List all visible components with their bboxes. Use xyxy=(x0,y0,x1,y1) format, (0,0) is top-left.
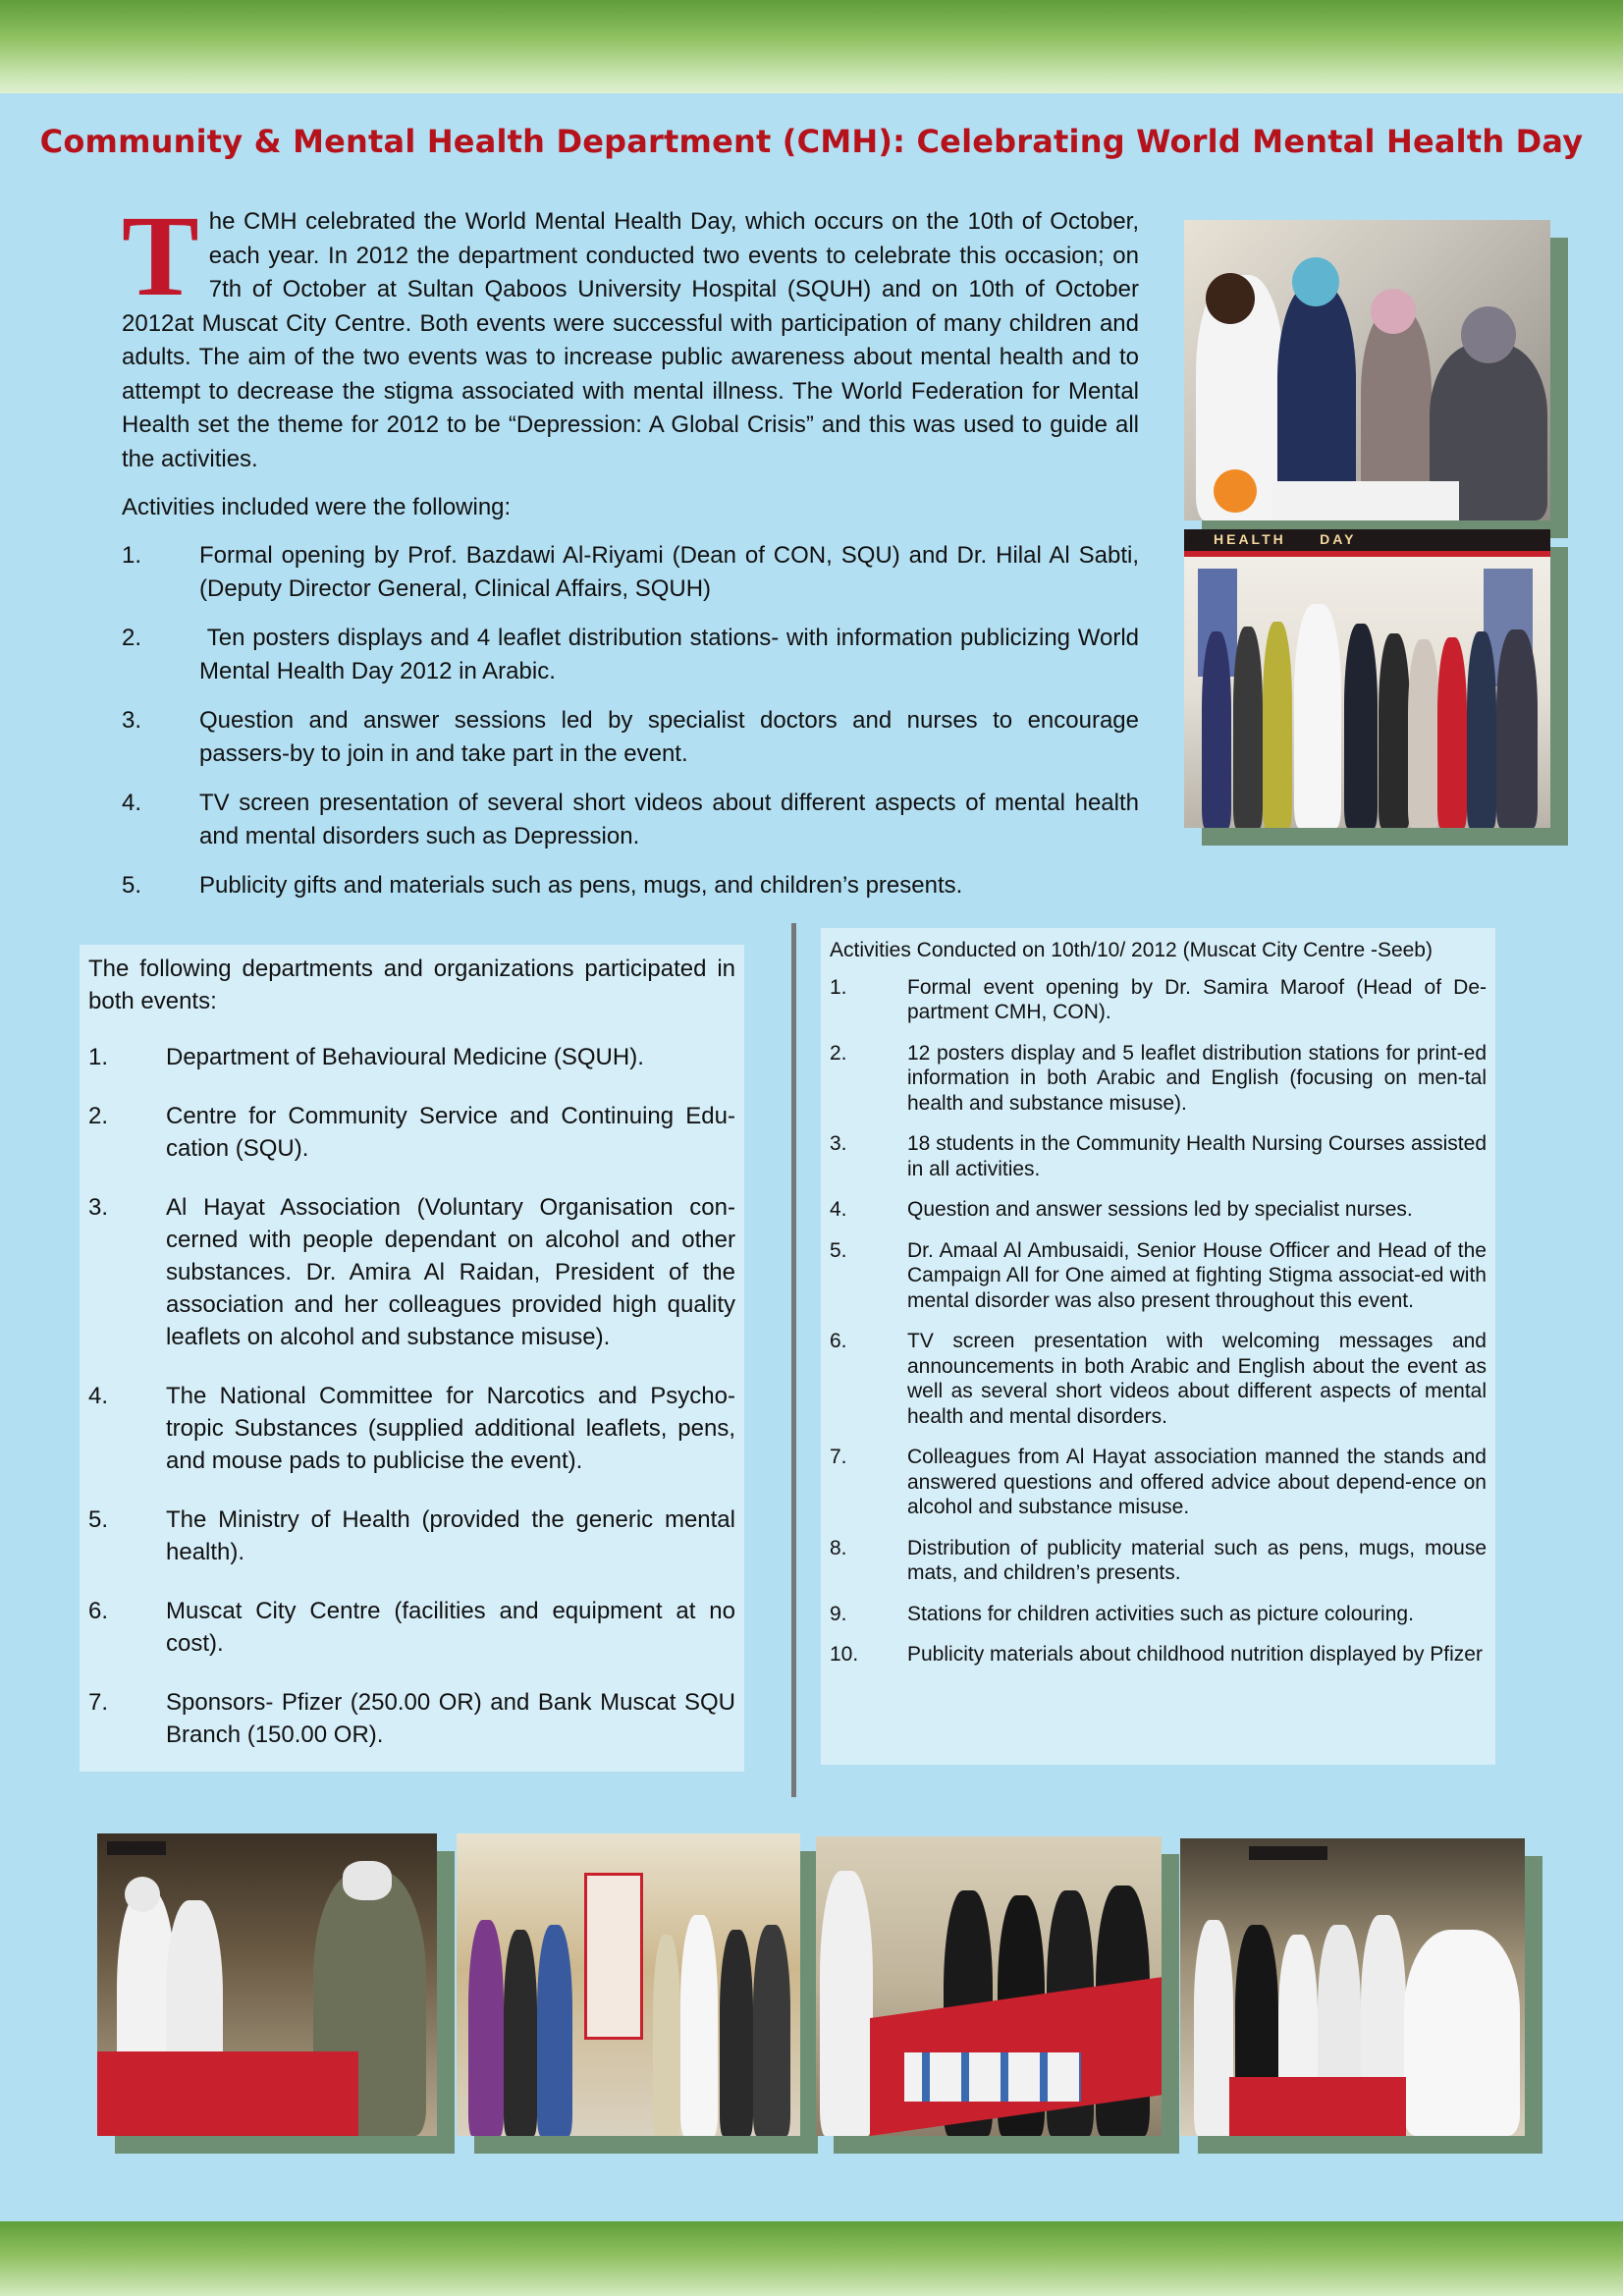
photo-students-group xyxy=(1180,1838,1525,2136)
list-item: 6. TV screen presentation with welcoming messages and announcements in both Arabic and English about the event as well as several short videos about different aspects of mental health and mental disorders. xyxy=(830,1330,1487,1428)
column-divider xyxy=(791,923,796,1797)
drop-cap: T xyxy=(122,191,199,320)
list-item: 5. Dr. Amaal Al Ambusaidi, Senior House Officer and Head of the Campaign All for One aimed at fighting Stigma associat-ed with mental disorder was also present throughout this event. xyxy=(830,1238,1487,1312)
city-centre-box xyxy=(821,928,1495,1765)
photo-squh-greeting xyxy=(1184,220,1550,520)
list-item: 5. The Ministry of Health (provided the generic mental health). xyxy=(88,1506,735,1565)
list-item: 4. The National Committee for Narcotics and Psycho-tropic Substances (supplied additional leaflets, pens, and mouse pads to publicise the event). xyxy=(88,1383,735,1474)
list-item: 3. 18 students in the Community Health Nursing Courses assisted in all activities. xyxy=(830,1132,1487,1180)
list-item: 8. Distribution of publicity material such as pens, mugs, mouse mats, and children’s presents. xyxy=(830,1536,1487,1584)
list-item: 1. Department of Behavioural Medicine (SQUH). xyxy=(88,1044,644,1070)
city-centre-lead: Activities Conducted on 10th/10/ 2012 (Muscat City Centre -Seeb) xyxy=(830,939,1433,961)
list-item: 4. TV screen presentation of several short videos about different aspects of mental health and mental disorders such as Depression. xyxy=(122,790,1139,849)
city-centre-list xyxy=(830,975,1487,1667)
bottom-green-band xyxy=(0,2221,1623,2296)
intro-paragraph xyxy=(122,191,1139,476)
activities-lead: Activities included were the following: xyxy=(122,494,512,520)
photo-leaflet-table xyxy=(816,1836,1162,2136)
photo-city-centre-group xyxy=(457,1833,800,2136)
activities-list xyxy=(122,539,1146,918)
list-item: 4. Question and answer sessions led by specialist nurses. xyxy=(830,1198,1413,1221)
participants-box xyxy=(80,945,744,1772)
list-item: 2. Ten posters displays and 4 leaflet distribution stations- with information publicizing World Mental Health Day 2012 in Arabic. xyxy=(122,625,1146,684)
list-item: 3. Question and answer sessions led by specialist doctors and nurses to encourage passers-by to join in and take part in the event. xyxy=(122,707,1139,767)
list-item: 1. Formal opening by Prof. Bazdawi Al-Riyami (Dean of CON, SQU) and Dr. Hilal Al Sabti, (Deputy Director General, Clinical Affairs, SQUH) xyxy=(122,542,1139,602)
top-green-band xyxy=(0,0,1623,93)
list-item: 3. Al Hayat Association (Voluntary Organisation con-cerned with people dependant on alcohol and other substances. Dr. Amira Al Raidan, President of the association and her colleagues provided high quality leaflets on alcohol and substance misuse). xyxy=(88,1194,735,1350)
health-day-banner: HEALTH DAY xyxy=(1184,529,1550,551)
list-item: 2. Centre for Community Service and Continuing Edu-cation (SQU). xyxy=(88,1103,735,1162)
list-item: 7. Colleagues from Al Hayat association manned the stands and answered questions and offered advice about depend-ence on alcohol and substance misuse. xyxy=(830,1446,1487,1518)
list-item: 10. Publicity materials about childhood nutrition displayed by Pfizer xyxy=(830,1643,1483,1666)
list-item: 2. 12 posters display and 5 leaflet distribution stations for print-ed information in both Arabic and English (focusing on men-tal health and substance misuse). xyxy=(830,1041,1487,1115)
list-item: 1. Formal event opening by Dr. Samira Maroof (Head of De-partment CMH, CON). xyxy=(830,975,1487,1023)
photo-squh-group xyxy=(1184,529,1550,828)
intro-text: he CMH celebrated the World Mental Health Day, which occurs on the 10th of October, each year. In 2012 the department conducted two events to celebrate this occasion; on 7th of October at Sultan Qaboos University Hospital (SQUH) and on 10th of October 2012at Muscat City Centre. Both events were successful with participation of many children and adults. The aim of the two events was to increase public awareness about mental health and to attempt to decrease the stigma associated with mental illness. The World Federation for Mental Health set the theme for 2012 to be “Depression: A Global Crisis” and this was used to guide all the activities. xyxy=(122,208,1139,472)
list-item: 7. Sponsors- Pfizer (250.00 OR) and Bank Muscat SQU Branch (150.00 OR). xyxy=(88,1689,735,1748)
list-item: 9. Stations for children activities such as picture colouring. xyxy=(830,1602,1414,1625)
list-item: 5. Publicity gifts and materials such as pens, mugs, and children’s presents. xyxy=(122,872,963,899)
page-title: Community & Mental Health Department (CMH): Celebrating World Mental Health Day xyxy=(39,123,1584,160)
participants-list xyxy=(88,1041,735,1751)
photo-city-centre-stand xyxy=(97,1833,437,2136)
participants-lead: The following departments and organizations participated in both events: xyxy=(88,956,735,1014)
list-item: 6. Muscat City Centre (facilities and equipment at no cost). xyxy=(88,1598,735,1657)
